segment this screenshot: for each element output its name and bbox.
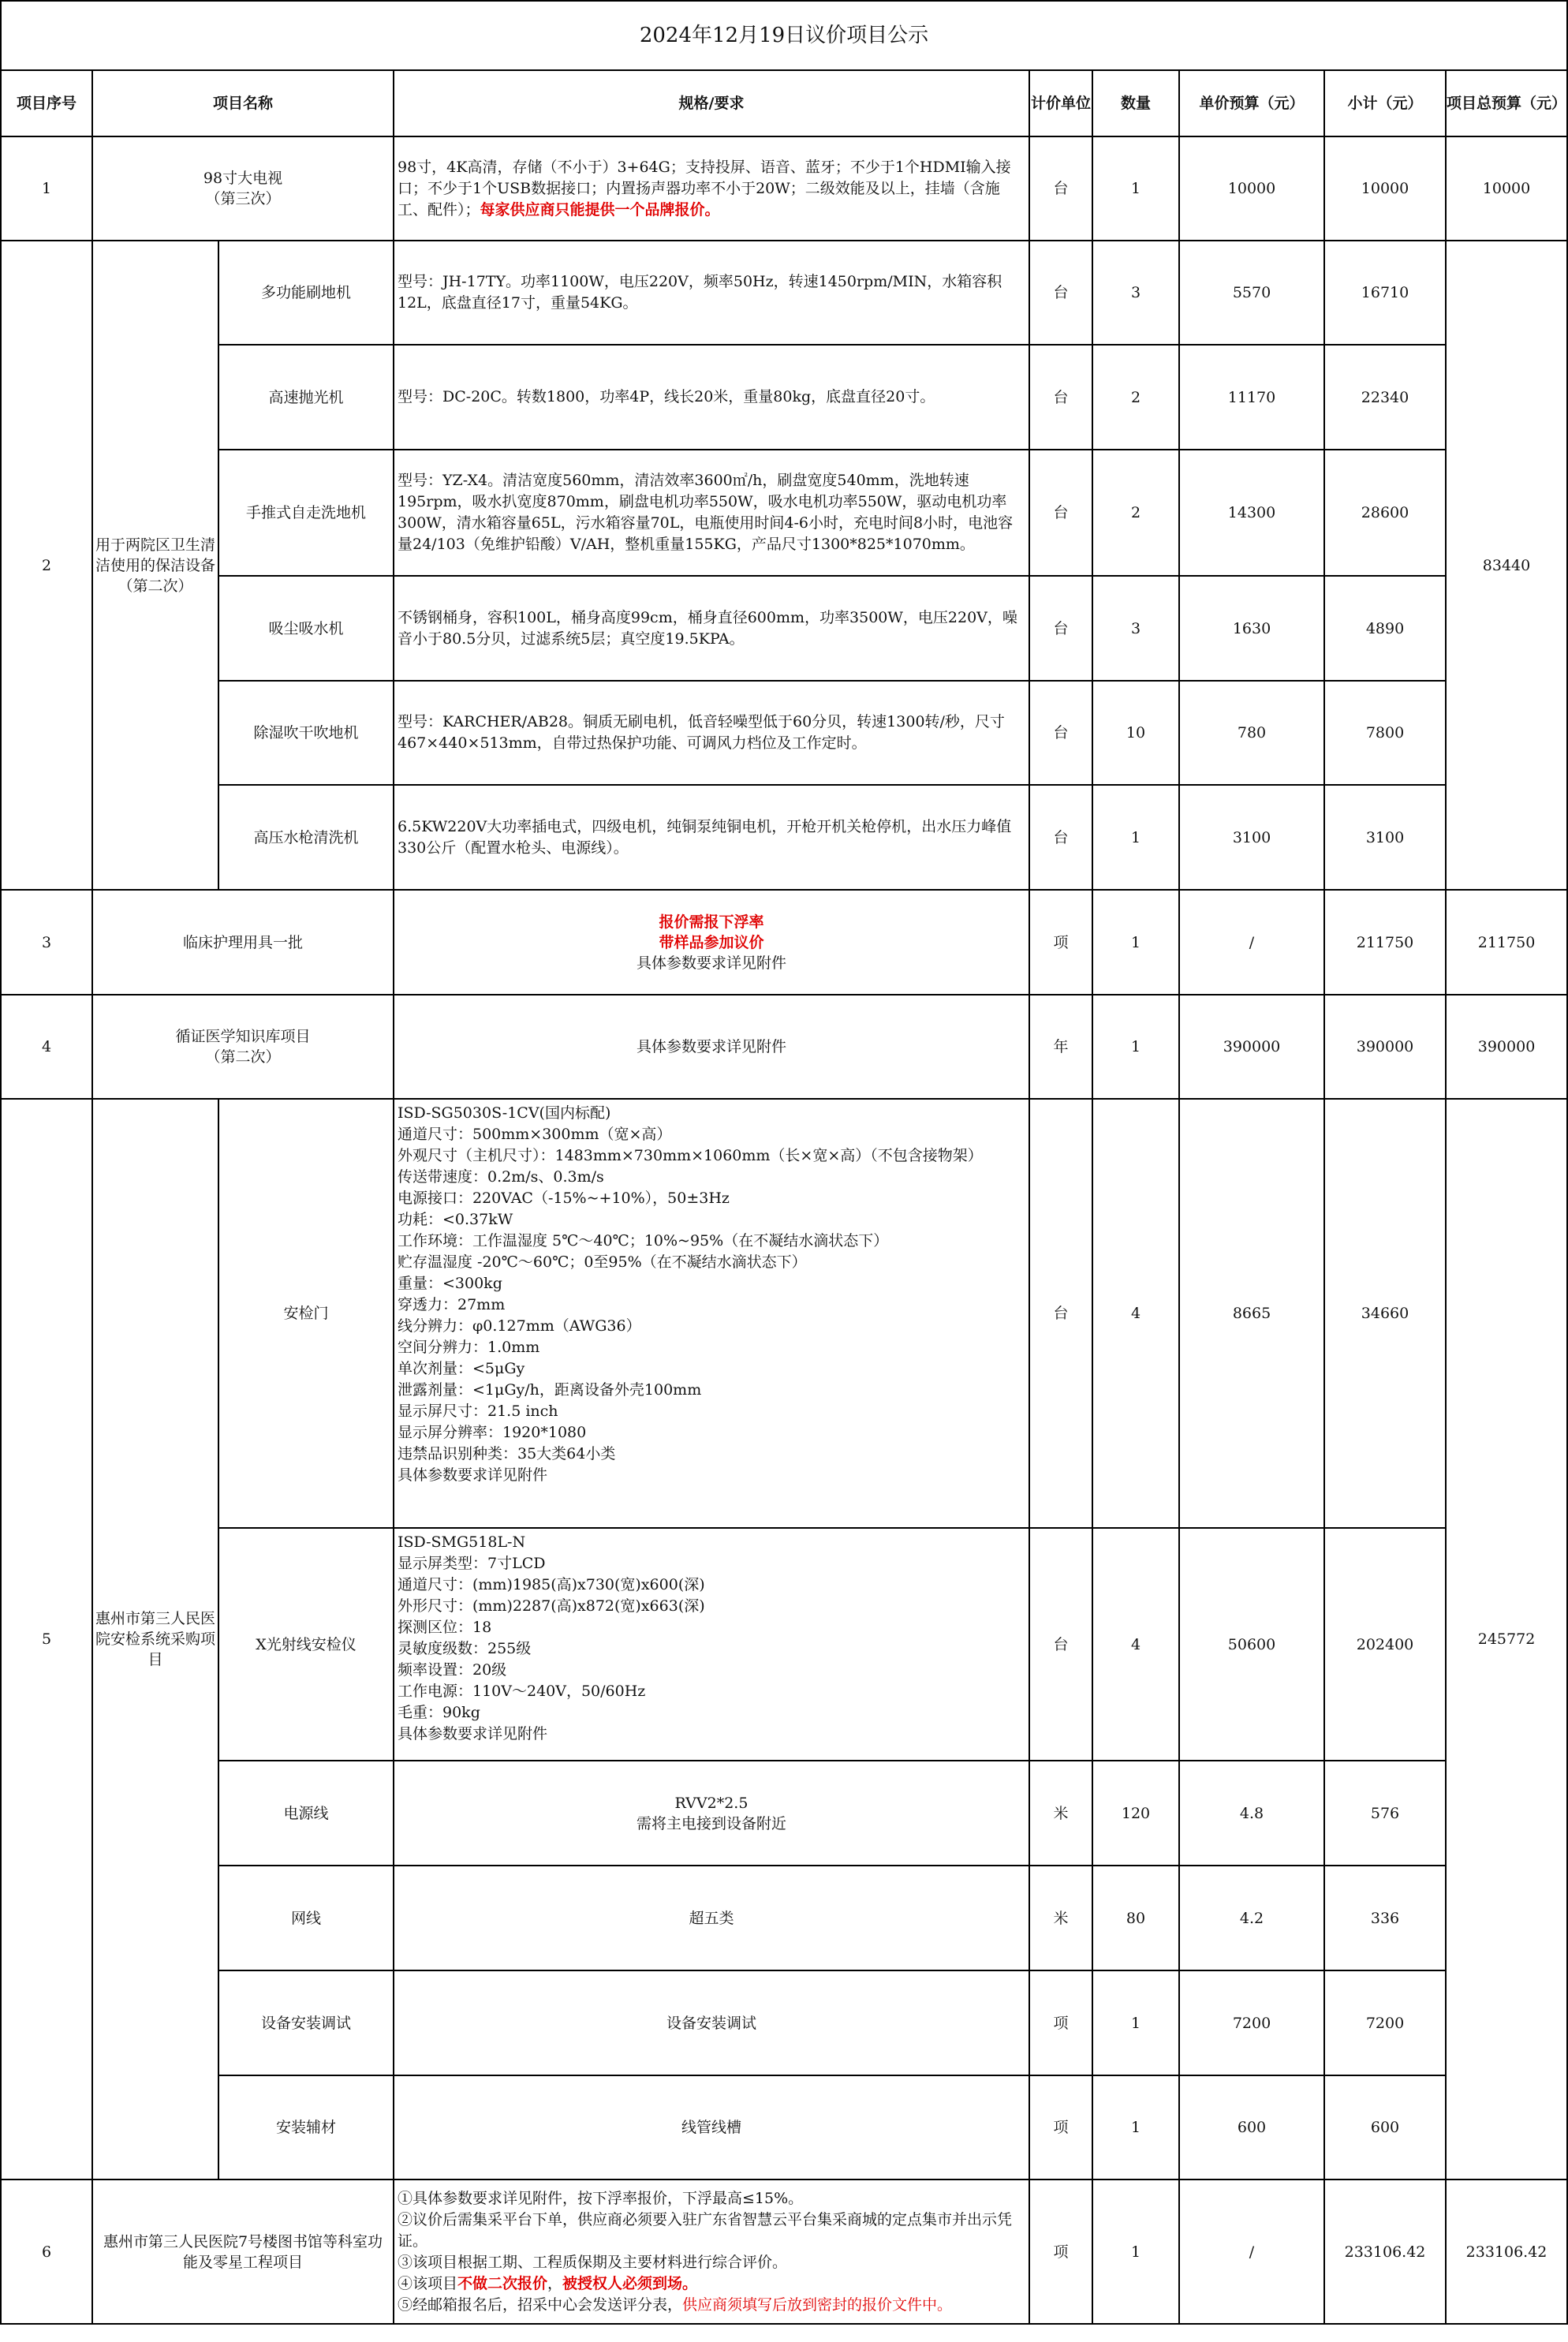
item-name: 手推式自走洗地机 [218, 450, 394, 576]
item-price: 50600 [1179, 1528, 1324, 1761]
row-unit: 年 [1029, 995, 1092, 1099]
item-qty: 80 [1092, 1866, 1179, 1970]
item-name: 安检门 [218, 1099, 394, 1528]
row-seq: 6 [1, 2180, 92, 2324]
item-spec [394, 1761, 1029, 1866]
item-name: 网线 [218, 1866, 394, 1970]
item-subtotal: 202400 [1324, 1528, 1446, 1761]
item-unit: 米 [1029, 1866, 1092, 1970]
spec-warning: 不做二次报价 [457, 2274, 548, 2292]
row-qty: 1 [1092, 995, 1179, 1099]
spec-line: 通道尺寸：(mm)1985(高)x730(宽)x600(深) [398, 1576, 705, 1593]
row-name-line: 用于两院区卫生清洁使用的保洁设备 [95, 536, 215, 574]
item-subtotal: 16710 [1324, 241, 1446, 345]
row-spec: 具体参数要求详见附件 [394, 995, 1029, 1099]
item-name: 吸尘吸水机 [218, 576, 394, 681]
row-unit: 台 [1029, 136, 1092, 241]
item-price: 4.8 [1179, 1761, 1324, 1866]
spec-line: 探测区位：18 [398, 1619, 492, 1636]
item-price: 780 [1179, 681, 1324, 785]
spec-line [398, 2273, 1025, 2295]
table-row [1, 681, 1567, 785]
item-qty: 2 [1092, 450, 1179, 576]
spec-warning: 带样品参加议价 [659, 933, 764, 951]
spec-line: ③该项目根据工期、工程质保期及主要材料进行综合评价。 [398, 2253, 788, 2271]
row-seq: 3 [1, 890, 92, 995]
row-subtotal: 211750 [1324, 890, 1446, 995]
spec-line: 穿透力：27mm [398, 1296, 506, 1313]
item-subtotal: 34660 [1324, 1099, 1446, 1528]
item-qty: 1 [1092, 1970, 1179, 2075]
item-name: 电源线 [218, 1761, 394, 1866]
item-unit: 台 [1029, 241, 1092, 345]
row-name: 惠州市第三人民医院7号楼图书馆等科室功能及零星工程项目 [92, 2180, 394, 2324]
table-row [1, 576, 1567, 681]
row-unit: 项 [1029, 2180, 1092, 2324]
spec-line: 功耗：<0.37kW [398, 1211, 513, 1228]
row-total: 83440 [1446, 241, 1567, 890]
spec-warning: 报价需报下浮率 [659, 913, 764, 931]
item-spec: 型号：YZ-X4。清洁宽度560mm，清洁效率3600㎡/h，刷盘宽度540mm，洗地转速195rpm，吸水扒宽度870mm，刷盘电机功率550W，吸水电机功率550W，驱动电机功率300W，清水箱容量65L，污水箱容量70L，电瓶使用时间4-6小时，充电时间8小时，电池容量24/103（免维护铅酸）V/AH，整机重量155KG，产品尺寸1300*825*1070mm。 [394, 450, 1029, 576]
header-qty: 数量 [1092, 70, 1179, 136]
row-price: / [1179, 890, 1324, 995]
row-price: 10000 [1179, 136, 1324, 241]
item-price: 5570 [1179, 241, 1324, 345]
row-name: 临床护理用具一批 [92, 890, 394, 995]
spec-line: 需将主电接到设备附近 [636, 1814, 786, 1832]
row-seq: 5 [1, 1099, 92, 2180]
header-spec: 规格/要求 [394, 70, 1029, 136]
spec-line: ISD-SMG518L-N [398, 1533, 526, 1551]
item-subtotal: 576 [1324, 1761, 1446, 1866]
item-qty: 2 [1092, 345, 1179, 450]
spec-line: 频率设置：20级 [398, 1661, 507, 1679]
row-total: 245772 [1446, 1099, 1567, 2180]
item-spec: 线管线槽 [394, 2075, 1029, 2180]
row-subtotal: 233106.42 [1324, 2180, 1446, 2324]
spec-text: ④该项目 [398, 2274, 458, 2292]
item-unit: 项 [1029, 1970, 1092, 2075]
item-spec: 型号：JH-17TY。功率1100W，电压220V，频率50Hz，转速1450rpm/MIN，水箱容积12L，底盘直径17寸，重量54KG。 [394, 241, 1029, 345]
table-row [1, 785, 1567, 890]
spec-line: 工作环境：工作温湿度 5℃～40℃；10%~95%（在不凝结水滴状态下） [398, 1232, 889, 1249]
table-row [1, 2075, 1567, 2180]
spec-line: 空间分辨力：1.0mm [398, 1339, 540, 1356]
item-price: 600 [1179, 2075, 1324, 2180]
row-name [92, 1099, 218, 2180]
item-unit: 米 [1029, 1761, 1092, 1866]
row-price: 390000 [1179, 995, 1324, 1099]
row-total: 10000 [1446, 136, 1567, 241]
table-row [1, 1866, 1567, 1970]
item-spec: 超五类 [394, 1866, 1029, 1970]
header-price: 单价预算（元） [1179, 70, 1324, 136]
spec-warning: 每家供应商只能提供一个品牌报价。 [480, 200, 720, 219]
item-price: 1630 [1179, 576, 1324, 681]
row-spec [394, 2180, 1029, 2324]
row-total: 211750 [1446, 890, 1567, 995]
spec-text: 具体参数要求详见附件 [636, 954, 786, 972]
row-name-line: （第三次） [205, 190, 281, 207]
item-qty: 4 [1092, 1528, 1179, 1761]
spec-line: 工作电源：110V～240V，50/60Hz [398, 1683, 646, 1700]
table-row [1, 2180, 1567, 2324]
spec-line: 外观尺寸（主机尺寸）：1483mm×730mm×1060mm（长×宽×高）（不包含接物架） [398, 1147, 983, 1164]
item-price: 4.2 [1179, 1866, 1324, 1970]
item-unit: 台 [1029, 576, 1092, 681]
item-spec [394, 1528, 1029, 1761]
row-subtotal: 10000 [1324, 136, 1446, 241]
page-title: 2024年12月19日议价项目公示 [1, 1, 1567, 70]
spec-line: 具体参数要求详见附件 [398, 1725, 548, 1742]
item-unit: 台 [1029, 345, 1092, 450]
row-seq: 4 [1, 995, 92, 1099]
row-name-line: （第二次） [118, 577, 193, 595]
row-price: / [1179, 2180, 1324, 2324]
item-name: 安装辅材 [218, 2075, 394, 2180]
item-qty: 10 [1092, 681, 1179, 785]
item-qty: 3 [1092, 241, 1179, 345]
item-subtotal: 7200 [1324, 1970, 1446, 2075]
item-qty: 3 [1092, 576, 1179, 681]
table-row [1, 890, 1567, 995]
table-row [1, 241, 1567, 345]
row-name [92, 241, 218, 890]
spec-line: 电源接口：220VAC（-15%~+10%），50±3Hz [398, 1190, 730, 1207]
item-unit: 台 [1029, 450, 1092, 576]
row-name [92, 136, 394, 241]
row-total: 390000 [1446, 995, 1567, 1099]
item-unit: 台 [1029, 785, 1092, 890]
spec-line: 泄露剂量：<1μGy/h，距离设备外壳100mm [398, 1381, 702, 1399]
spec-line: 贮存温湿度 -20℃～60℃；0至95%（在不凝结水滴状态下） [398, 1253, 807, 1271]
table-row [1, 1970, 1567, 2075]
item-spec [394, 1099, 1029, 1528]
spec-line: 具体参数要求详见附件 [398, 1466, 548, 1484]
item-name: 设备安装调试 [218, 1970, 394, 2075]
spec-line: 传送带速度：0.2m/s、0.3m/s [398, 1168, 604, 1186]
item-qty: 4 [1092, 1099, 1179, 1528]
spec-line: 灵敏度级数：255级 [398, 1640, 532, 1657]
item-unit: 台 [1029, 1099, 1092, 1528]
item-spec: 型号：KARCHER/AB28。铜质无刷电机，低音轻噪型低于60分贝，转速1300转/秒，尺寸467×440×513mm，自带过热保护功能、可调风力档位及工作定时。 [394, 681, 1029, 785]
row-unit: 项 [1029, 890, 1092, 995]
item-price: 8665 [1179, 1099, 1324, 1528]
item-name: 高速抛光机 [218, 345, 394, 450]
spec-line: 线分辨力：φ0.127mm（AWG36） [398, 1317, 641, 1335]
header-seq: 项目序号 [1, 70, 92, 136]
spec-line: ①具体参数要求详见附件，按下浮率报价，下浮最高≤15%。 [398, 2189, 804, 2207]
row-name-line: 惠州市第三人民医院安检系统采购项目 [95, 1610, 215, 1668]
item-name: X光射线安检仪 [218, 1528, 394, 1761]
spec-line: 显示屏类型：7寸LCD [398, 1555, 546, 1572]
row-name-line: 98寸大电视 [203, 170, 283, 187]
header-total: 项目总预算（元） [1446, 70, 1567, 136]
item-qty: 120 [1092, 1761, 1179, 1866]
item-name: 高压水枪清洗机 [218, 785, 394, 890]
item-spec: 设备安装调试 [394, 1970, 1029, 2075]
spec-line: 通道尺寸：500mm×300mm（宽×高） [398, 1126, 672, 1143]
row-total: 233106.42 [1446, 2180, 1567, 2324]
item-subtotal: 7800 [1324, 681, 1446, 785]
item-spec: 不锈钢桶身，容积100L，桶身高度99cm，桶身直径600mm，功率3500W，电压220V，噪音小于80.5分贝，过滤系统5层；真空度19.5KPA。 [394, 576, 1029, 681]
table-row [1, 1528, 1567, 1761]
item-price: 11170 [1179, 345, 1324, 450]
item-spec: 型号：DC-20C。转数1800，功率4P，线长20米，重量80kg，底盘直径20寸。 [394, 345, 1029, 450]
spec-line: RVV2*2.5 [674, 1794, 749, 1812]
spec-text: ⑤经邮箱报名后，招采中心会发送评分表， [398, 2295, 683, 2314]
row-name-line: 循证医学知识库项目 [175, 1028, 311, 1045]
item-unit: 项 [1029, 2075, 1092, 2180]
table-row [1, 345, 1567, 450]
spec-line [398, 2295, 1025, 2316]
spec-line: 重量：<300kg [398, 1275, 502, 1292]
item-subtotal: 22340 [1324, 345, 1446, 450]
row-seq: 1 [1, 136, 92, 241]
spec-line: 毛重：90kg [398, 1704, 480, 1721]
spec-line: 外形尺寸：(mm)2287(高)x872(宽)x663(深) [398, 1597, 705, 1615]
row-qty: 1 [1092, 890, 1179, 995]
table-row [1, 136, 1567, 241]
item-subtotal: 600 [1324, 2075, 1446, 2180]
header-name: 项目名称 [92, 70, 394, 136]
item-name: 多功能刷地机 [218, 241, 394, 345]
item-price: 3100 [1179, 785, 1324, 890]
spec-line: 单次剂量：<5μGy [398, 1360, 525, 1377]
row-seq: 2 [1, 241, 92, 890]
row-name [92, 995, 394, 1099]
item-subtotal: 3100 [1324, 785, 1446, 890]
row-spec [394, 890, 1029, 995]
spec-warning: 供应商须填写后放到密封的报价文件中。 [682, 2295, 953, 2314]
spec-warning: 被授权人必须到场。 [562, 2274, 698, 2292]
spec-line: 违禁品识别种类：35大类64小类 [398, 1445, 616, 1462]
item-price: 7200 [1179, 1970, 1324, 2075]
item-subtotal: 28600 [1324, 450, 1446, 576]
table-row [1, 995, 1567, 1099]
spec-line: ISD-SG5030S-1CV(国内标配) [398, 1104, 611, 1122]
spec-line: 显示屏尺寸：21.5 inch [398, 1403, 558, 1420]
item-subtotal: 4890 [1324, 576, 1446, 681]
header-subtotal: 小计（元） [1324, 70, 1446, 136]
row-name-line: （第二次） [205, 1048, 281, 1066]
row-qty: 1 [1092, 2180, 1179, 2324]
item-subtotal: 336 [1324, 1866, 1446, 1970]
spec-text: 98寸，4K高清，存储（不小于）3+64G；支持投屏、语音、蓝牙；不少于1个HDMI输入接口；不少于1个USB数据接口；内置扬声器功率不小于20W；二级效能及以上，挂墙（含施工、配件）； [398, 158, 1011, 219]
table-row [1, 1761, 1567, 1866]
item-unit: 台 [1029, 681, 1092, 785]
table-header-row [1, 70, 1567, 136]
header-unit: 计价单位 [1029, 70, 1092, 136]
item-name: 除湿吹干吹地机 [218, 681, 394, 785]
spec-line: 显示屏分辨率：1920*1080 [398, 1424, 587, 1441]
spec-text: ， [547, 2274, 563, 2292]
row-qty: 1 [1092, 136, 1179, 241]
item-qty: 1 [1092, 2075, 1179, 2180]
row-spec [394, 136, 1029, 241]
table-row [1, 450, 1567, 576]
table-row [1, 1099, 1567, 1528]
item-unit: 台 [1029, 1528, 1092, 1761]
item-price: 14300 [1179, 450, 1324, 576]
item-qty: 1 [1092, 785, 1179, 890]
row-subtotal: 390000 [1324, 995, 1446, 1099]
spec-line: ②议价后需集采平台下单，供应商必须要入驻广东省智慧云平台集采商城的定点集市并出示凭证。 [398, 2210, 1013, 2250]
item-spec: 6.5KW220V大功率插电式，四级电机，纯铜泵纯铜电机，开枪开机关枪停机，出水压力峰值330公斤（配置水枪头、电源线）。 [394, 785, 1029, 890]
